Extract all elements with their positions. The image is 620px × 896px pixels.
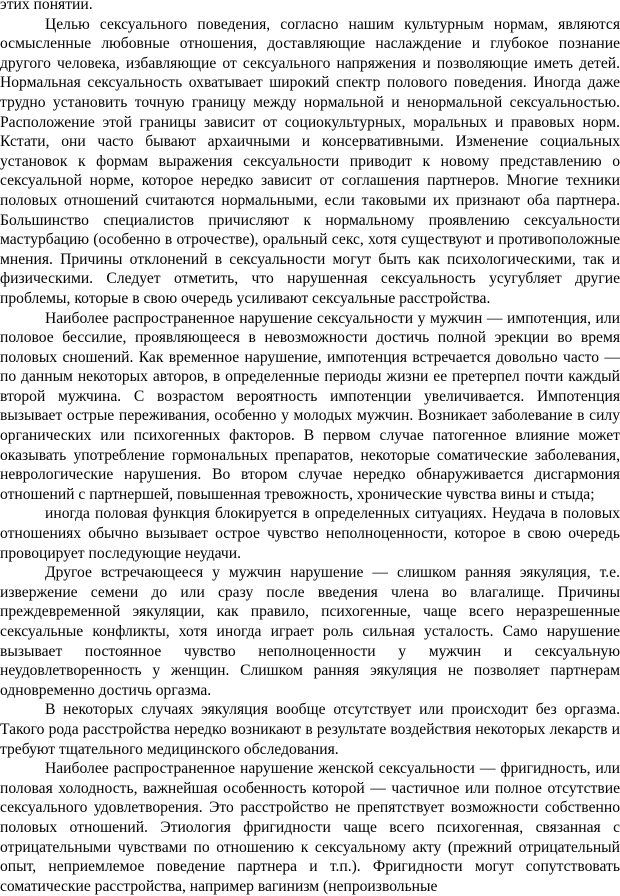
paragraph-frigidity: Наиболее распространенное нарушение женской сексуальности — фригидность, или половая холодность, важнейшая особенность которой — частичное или полное отсутствие сексуального удовлетворения. Это расстройство не препятствует возможности собственно половых отношений. Этиология фригидности чаще всего психогенная, связанная с отрицательными чувствами по отношению к сексуальному акту (прежний отрицательный опыт, неприемлемое поведение партнера и т.п.). Фригидности могут сопутствовать соматические расстройства, например вагинизм (непроизвольные — [0, 760, 620, 895]
paragraph-absent-ejaculation: В некоторых случаях эякуляция вообще отсутствует или происходит без оргазма. Такого рода расстройства нередко возникают в результате воздействия некоторых лекарств и требуют тщательного медицинского обследования. — [0, 701, 620, 758]
paragraph-blocked-function: иногда половая функция блокируется в определенных ситуациях. Неудача в половых отношениях обычно вызывает острое чувство неполноценности, которое в свою очередь провоцирует последующие неудачи. — [0, 505, 620, 562]
paragraph-impotence: Наиболее распространенное нарушение сексуальности у мужчин — импотенция, или половое бессилие, проявляющееся в невозможности достичь полной эрекции во время половых сношений. Как временное нарушение, импотенция встречается довольно часто — по данным некоторых авторов, в определенные периоды жизни ее претерпел почти каждый второй мужчина. С возрастом вероятность импотенции увеличивается. Импотенция вызывает острые переживания, особенно у молодых мужчин. Возникает заболевание в силу органических или психогенных факторов. В первом случае патогенное влияние может оказывать употребление гормональных препаратов, некоторые соматические заболевания, неврологические нарушения. Во втором случае нередко обнаруживается дисгармония отношений с партнершей, повышенная тревожность, хронические чувства вины и стыда; — [0, 309, 620, 503]
paragraph-fragment: этих понятий. — [0, 0, 93, 13]
paragraph-premature-ejaculation: Другое встречающееся у мужчин нарушение — слишком ранняя эякуляция, т.е. извержение семени до или сразу после введения члена во влагалище. Причины преждевременной эякуляции, как правило, психогенные, чаще всего неразрешенные сексуальные конфликты, хотя иногда играет роль сильная усталость. Само нарушение вызывает постоянное чувство неполноценности у мужчин и сексуальную неудовлетворенность у женщин. Слишком ранняя эякуляция не позволяет партнерам одновременно достичь оргазма. — [0, 564, 620, 699]
paragraph-sexual-behavior: Целью сексуального поведения, согласно нашим культурным нормам, являются осмысленные любовные отношения, доставляющие наслаждение и глубокое познание другого человека, избавляющие от сексуального напряжения и позволяющие иметь детей. Нормальная сексуальность охватывает широкий спектр полового поведения. Иногда даже трудно установить точную границу между нормальной и ненормальной сексуальностью. Расположение этой границы зависит от социокультурных, моральных и правовых норм. Кстати, они часто бывают архаичными и консервативными. Изменение социальных установок к формам выражения сексуальности приводит к новому представлению о сексуальной норме, которое нередко зависит от соглашения партнеров. Многие техники половых отношений считаются нормальными, если таковыми их признают оба партнера. Большинство специалистов причисляют к нормальному проявлению сексуальности мастурбацию (особенно в отрочестве), оральный секс, хотя существуют и противоположные мнения. Причины отклонений в сексуальности могут быть как психологическими, так и физическими. Следует отметить, что нарушенная сексуальность усугубляет другие проблемы, которые в свою очередь усиливают сексуальные расстройства. — [0, 15, 620, 307]
